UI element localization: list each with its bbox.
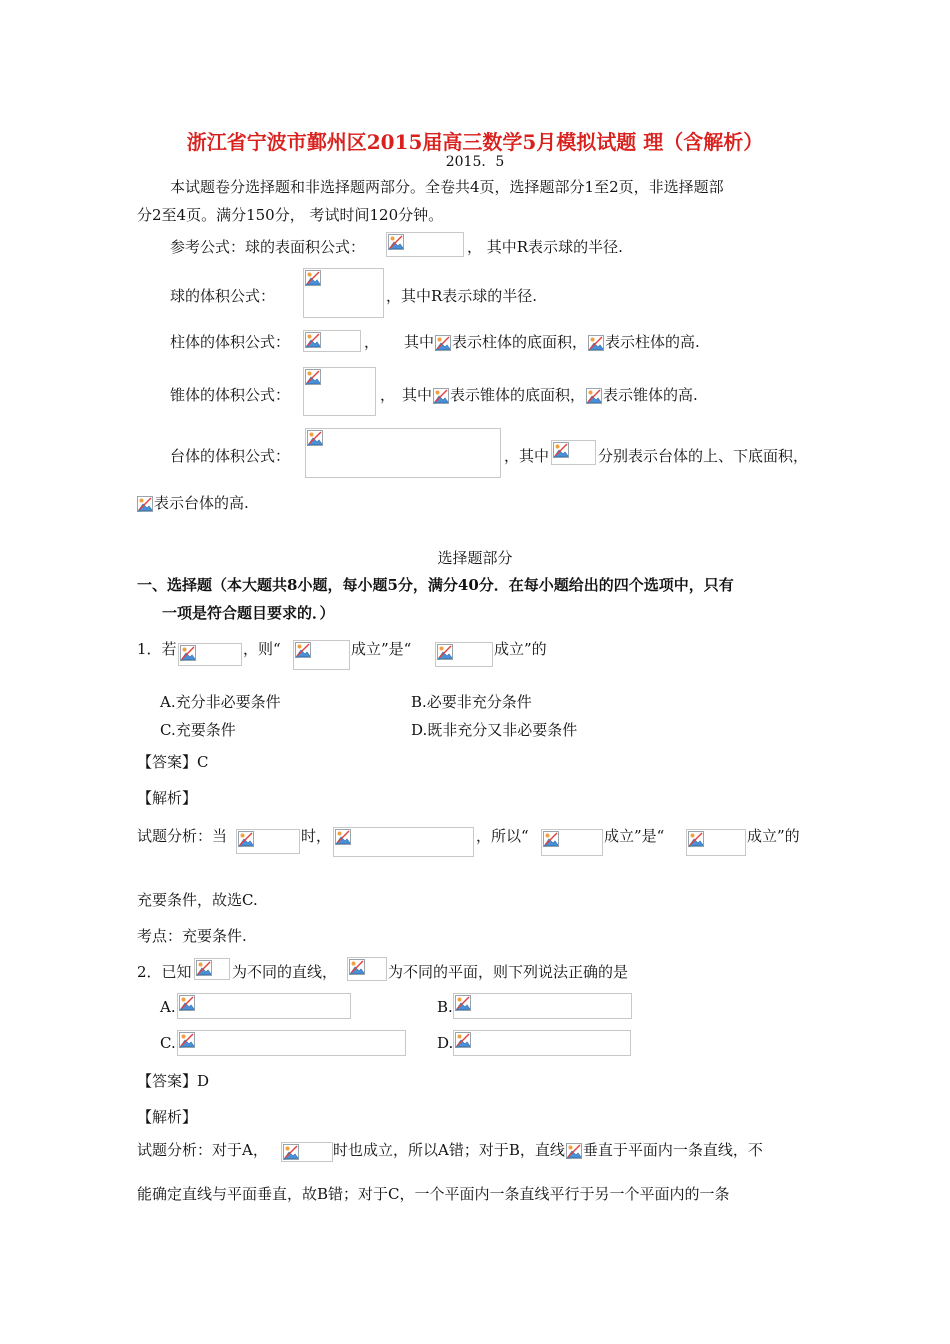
q1-option-b: B.必要非充分条件	[411, 693, 532, 711]
formula-image	[686, 829, 746, 856]
sphere-area-label: 参考公式：球的表面积公式：	[170, 238, 366, 256]
q2-suffix: 为不同的平面，则下列说法正确的是	[388, 963, 629, 981]
document-title: 浙江省宁波市鄞州区2015届高三数学5月模拟试题 理（含解析）	[186, 130, 764, 154]
frustum-where: ，其中	[504, 447, 550, 465]
formula-image	[177, 1030, 406, 1056]
q1-analysis-mid1: 时，	[301, 827, 332, 845]
broken-image-icon	[388, 234, 404, 250]
broken-image-icon	[455, 995, 471, 1011]
formula-image	[453, 1030, 631, 1056]
q1-analysis-line-2: 充要条件，故选C.	[137, 891, 258, 909]
q2-analysis-head: 【解析】	[137, 1108, 198, 1126]
prism-comma: ，	[364, 333, 380, 351]
broken-image-icon	[283, 1144, 299, 1160]
broken-image-icon	[586, 388, 602, 404]
formula-image	[347, 957, 387, 981]
broken-image-icon	[179, 1032, 195, 1048]
q2-analysis-mid1: 时也成立，所以A错；对于B，直线 垂直于平面内一条直线，不	[333, 1141, 763, 1159]
q2-analysis-line-2: 能确定直线与平面垂直，故B错；对于C，一个平面内一条直线平行于另一个平面内的一条	[137, 1185, 730, 1203]
q1-answer: 【答案】C	[137, 753, 209, 771]
sphere-volume-note: ，其中R表示球的半径.	[386, 287, 538, 305]
q2-prefix: 2．已知	[137, 963, 192, 981]
part1-heading-line-1: 一、选择题（本大题共8小题，每小题5分，满分40分．在每小题给出的四个选项中，只有	[137, 576, 734, 594]
section-heading: 选择题部分	[437, 549, 513, 567]
formula-image	[236, 829, 300, 854]
q1-mid2: 成立”是“	[351, 640, 412, 658]
frustum-label: 台体的体积公式：	[170, 447, 291, 465]
broken-image-icon	[238, 831, 254, 847]
formula-image	[386, 232, 464, 257]
broken-image-icon	[349, 959, 365, 975]
q2-option-a: A.	[160, 998, 176, 1016]
broken-image-icon	[307, 430, 323, 446]
q2-analysis-prefix: 试题分析：对于A，	[137, 1141, 268, 1159]
formula-image	[333, 827, 474, 857]
formula-image	[293, 640, 350, 670]
formula-image	[194, 958, 230, 980]
frustum-s-note: 分别表示台体的上、下底面积，	[598, 447, 809, 465]
prism-note: 其中 表示柱体的底面积， 表示柱体的高.	[404, 333, 700, 351]
part1-heading-line-2: 一项是符合题目要求的．）	[162, 604, 335, 622]
cone-comma: ，	[380, 386, 396, 404]
sphere-volume-label: 球的体积公式：	[170, 287, 276, 305]
formula-image	[281, 1142, 333, 1162]
q2-answer: 【答案】D	[137, 1072, 210, 1090]
formula-image	[303, 268, 384, 318]
broken-image-icon	[179, 995, 195, 1011]
broken-image-icon	[688, 831, 704, 847]
formula-image	[178, 643, 242, 666]
q2-option-b: B.	[437, 998, 453, 1016]
q1-suffix: 成立”的	[494, 640, 547, 658]
formula-image	[305, 428, 501, 478]
q1-kaodian: 考点：充要条件.	[137, 927, 247, 945]
q1-analysis-prefix: 试题分析：当	[137, 827, 228, 845]
broken-image-icon	[335, 829, 351, 845]
formula-image	[435, 642, 493, 667]
broken-image-icon	[180, 645, 196, 661]
formula-image	[453, 993, 632, 1019]
q1-analysis-head: 【解析】	[137, 789, 198, 807]
broken-image-icon	[566, 1143, 582, 1159]
q1-mid1: ，则“	[243, 640, 281, 658]
broken-image-icon	[433, 388, 449, 404]
q2-option-c: C.	[160, 1034, 176, 1052]
broken-image-icon	[553, 442, 569, 458]
broken-image-icon	[305, 369, 321, 385]
broken-image-icon	[437, 644, 453, 660]
broken-image-icon	[137, 496, 153, 512]
q1-analysis-mid2: ，所以“	[476, 827, 529, 845]
q1-option-a: A.充分非必要条件	[160, 693, 281, 711]
formula-image	[303, 330, 361, 352]
formula-image	[303, 367, 376, 416]
formula-image	[551, 440, 596, 465]
broken-image-icon	[435, 335, 451, 351]
broken-image-icon	[305, 270, 321, 286]
document-date: 2015．5	[445, 154, 505, 170]
broken-image-icon	[196, 960, 212, 976]
broken-image-icon	[588, 335, 604, 351]
broken-image-icon	[295, 642, 311, 658]
q1-option-c: C.充要条件	[160, 721, 236, 739]
q2-option-d: D.	[437, 1034, 454, 1052]
q1-analysis-suffix: 成立”的	[747, 827, 800, 845]
broken-image-icon	[305, 332, 321, 348]
cone-note: 其中 表示锥体的底面积， 表示锥体的高.	[402, 386, 698, 404]
formula-image	[177, 993, 351, 1019]
q2-mid1: 为不同的直线，	[232, 963, 338, 981]
frustum-h-note: 表示台体的高.	[137, 492, 249, 513]
sphere-area-note: ， 其中R表示球的半径.	[467, 238, 623, 256]
q1-analysis-mid3: 成立”是“	[604, 827, 665, 845]
prism-label: 柱体的体积公式：	[170, 333, 291, 351]
formula-image	[541, 829, 603, 856]
cone-label: 锥体的体积公式：	[170, 386, 291, 404]
intro-line-2: 分2至4页。满分150分， 考试时间120分钟。	[137, 206, 444, 224]
q1-option-d: D.既非充分又非必要条件	[411, 721, 578, 739]
intro-line-1: 本试题卷分选择题和非选择题两部分。全卷共4页，选择题部分1至2页，非选择题部	[170, 178, 724, 196]
broken-image-icon	[543, 831, 559, 847]
broken-image-icon	[455, 1032, 471, 1048]
q1-prefix: 1．若	[137, 640, 177, 658]
